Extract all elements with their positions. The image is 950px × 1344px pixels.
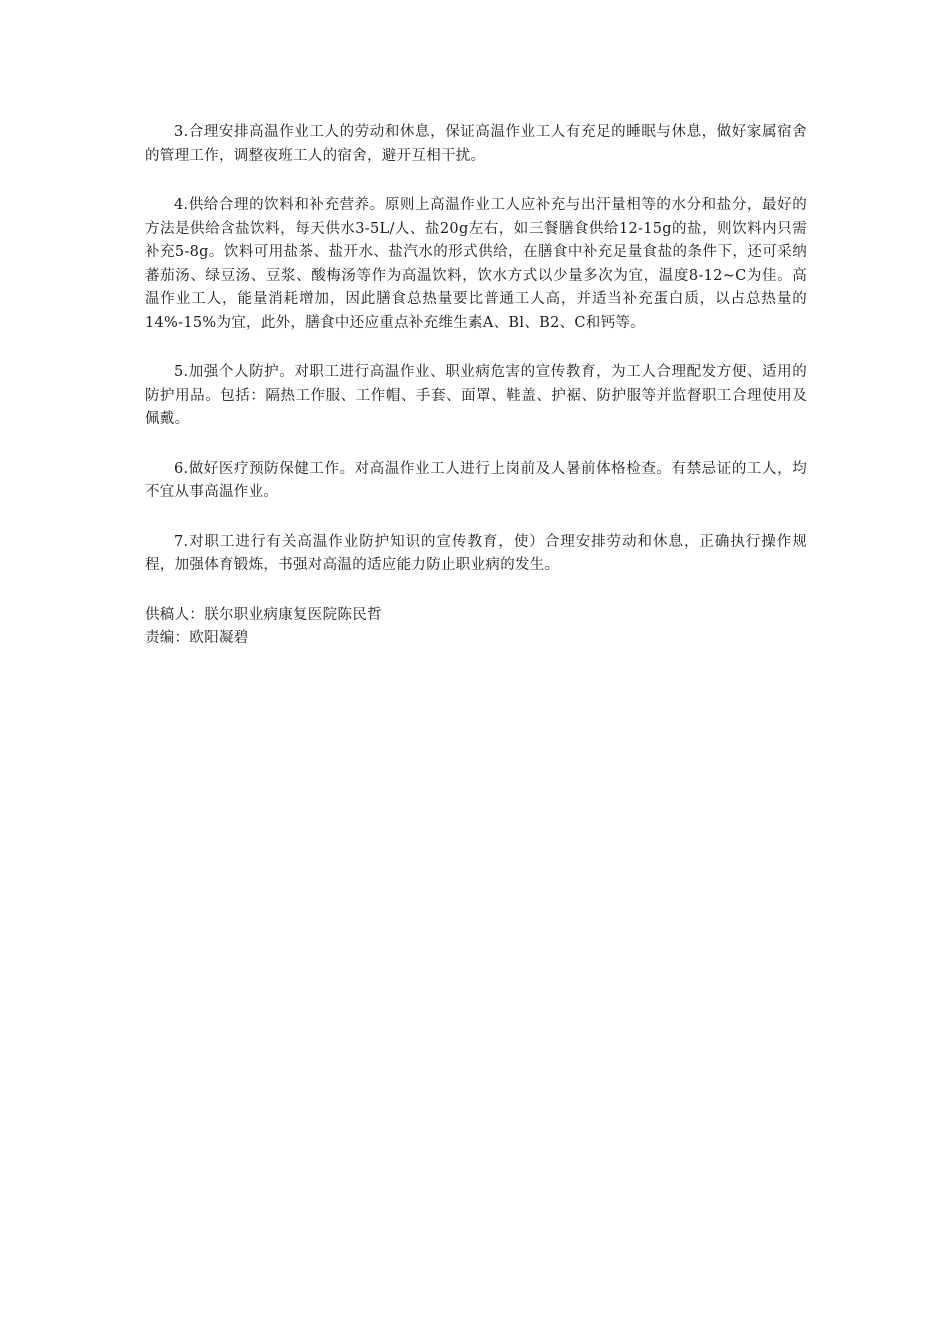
credits-block (145, 604, 807, 651)
editor-line: 责编：欧阳凝碧 (145, 630, 249, 646)
contributor-line: 供稿人：朕尔职业病康复医院陈民哲 (145, 606, 382, 623)
paragraph-item-3: 3.合理安排高温作业工人的劳动和休息，保证高温作业工人有充足的睡眠与休息，做好家属宿舍的管理工作，调整夜班工人的宿舍，避开互相干扰。 (145, 124, 807, 164)
paragraph-item-5: 5.加强个人防护。对职工进行高温作业、职业病危害的宣传教育，为工人合理配发方便、适用的防护用品。包括：隔热工作服、工作帽、手套、面罩、鞋盖、护裾、防护服等并监督职工合理使用及佩戴。 (145, 364, 807, 427)
document-page (145, 121, 807, 651)
paragraph-item-4: 4.供给合理的饮料和补充营养。原则上高温作业工人应补充与出汗量相等的水分和盐分，最好的方法是供给含盐饮料，每天供水3-5L/人、盐20g左右，如三餐膳食供给12-15g的盐，则饮料内只需补充5-8g。饮料可用盐茶、盐开水、盐汽水的形式供给，在膳食中补充足量食盐的条件下，还可采纳蕃茄汤、绿豆汤、豆浆、酸梅汤等作为高温饮料，饮水方式以少量多次为宜，温度8-12~C为佳。高温作业工人，能量消耗增加，因此膳食总热量要比普通工人高，并适当补充蛋白质，以占总热量的14%-15%为宜，此外，膳食中还应重点补充维生素A、Bl、B2、C和钙等。 (145, 197, 807, 331)
paragraph-item-7: 7.对职工进行有关高温作业防护知识的宣传教育，使）合理安排劳动和休息，正确执行操作规程，加强体育锻炼，书强对高温的适应能力防止职业病的发生。 (145, 533, 807, 573)
paragraph-item-6: 6.做好医疗预防保健工作。对高温作业工人进行上岗前及人暑前体格检查。有禁忌证的工人，均不宜从事高温作业。 (145, 460, 807, 500)
